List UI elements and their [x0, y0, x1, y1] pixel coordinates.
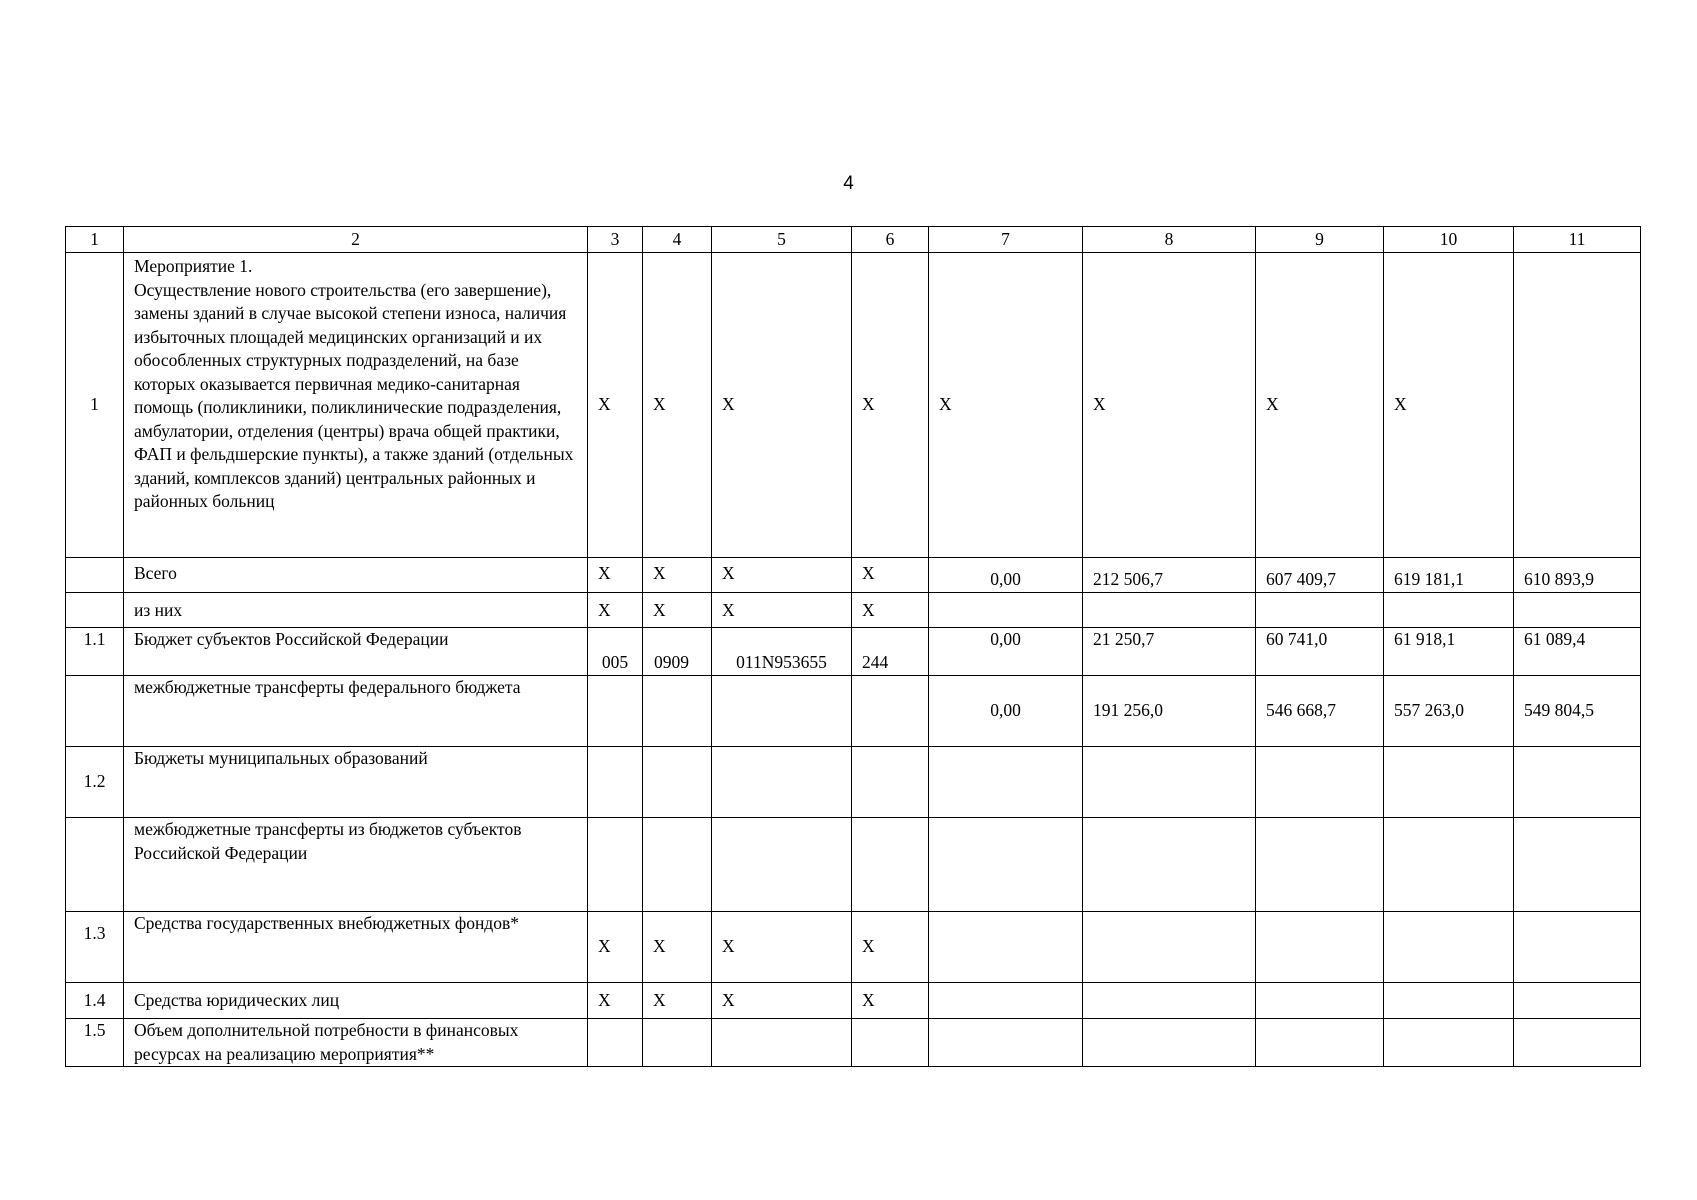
- x-mark: X: [712, 912, 852, 983]
- x-mark: X: [643, 558, 712, 593]
- empty-cell: [66, 818, 124, 912]
- empty-cell: [1083, 912, 1256, 983]
- empty-cell: [1514, 747, 1641, 818]
- header-cell: 11: [1514, 227, 1641, 253]
- empty-cell: [852, 676, 929, 747]
- empty-cell: [852, 818, 929, 912]
- empty-cell: [1384, 983, 1514, 1019]
- table-row-1-3: [66, 912, 1641, 983]
- empty-cell: [1083, 818, 1256, 912]
- value-cell: 546 668,7: [1256, 676, 1384, 747]
- table-row-1-2: [66, 747, 1641, 818]
- empty-cell: [712, 818, 852, 912]
- empty-cell: [1384, 1019, 1514, 1067]
- empty-cell: [643, 818, 712, 912]
- empty-cell: [929, 912, 1083, 983]
- value-cell: 212 506,7: [1083, 558, 1256, 593]
- value-cell: 60 741,0: [1256, 628, 1384, 676]
- x-mark: X: [643, 593, 712, 628]
- empty-cell: [1256, 593, 1384, 628]
- empty-cell: [712, 1019, 852, 1067]
- x-mark: X: [643, 912, 712, 983]
- row-label: из них: [124, 593, 588, 628]
- x-mark: X: [588, 253, 643, 558]
- x-mark: X: [1384, 253, 1514, 558]
- table-row-total: [66, 558, 1641, 593]
- value-cell: 191 256,0: [1083, 676, 1256, 747]
- empty-cell: [1384, 593, 1514, 628]
- x-mark: X: [712, 558, 852, 593]
- page-number: 4: [843, 173, 854, 194]
- code-cell: 005: [588, 628, 643, 676]
- empty-cell: [712, 747, 852, 818]
- empty-cell: [1083, 1019, 1256, 1067]
- x-mark: X: [1256, 253, 1384, 558]
- empty-cell: [1514, 593, 1641, 628]
- row-label: межбюджетные трансферты из бюджетов субъектов Российской Федерации: [124, 818, 588, 912]
- code-cell: 0909: [643, 628, 712, 676]
- row-label: Средства юридических лиц: [124, 983, 588, 1019]
- value-cell: 21 250,7: [1083, 628, 1256, 676]
- row-number: 1: [66, 253, 124, 558]
- header-cell: 2: [124, 227, 588, 253]
- header-cell: 1: [66, 227, 124, 253]
- row-number: 1.4: [66, 983, 124, 1019]
- empty-cell: [643, 676, 712, 747]
- budget-table: [65, 226, 1641, 1067]
- value-cell: 607 409,7: [1256, 558, 1384, 593]
- x-mark: X: [643, 253, 712, 558]
- empty-cell: [588, 747, 643, 818]
- row-label: Всего: [124, 558, 588, 593]
- table-row-of-which: [66, 593, 1641, 628]
- x-mark: X: [852, 558, 929, 593]
- row-label: Бюджет субъектов Российской Федерации: [124, 628, 588, 676]
- x-mark: X: [712, 593, 852, 628]
- empty-cell: [852, 1019, 929, 1067]
- row-number: 1.3: [66, 912, 124, 983]
- empty-cell: [1256, 1019, 1384, 1067]
- empty-cell: [66, 593, 124, 628]
- header-cell: 9: [1256, 227, 1384, 253]
- value-cell: 557 263,0: [1384, 676, 1514, 747]
- table-row-event-1: [66, 253, 1641, 558]
- value-cell: 61 918,1: [1384, 628, 1514, 676]
- empty-cell: [1514, 1019, 1641, 1067]
- x-mark: X: [929, 253, 1083, 558]
- value-cell: 0,00: [929, 676, 1083, 747]
- x-mark: X: [588, 558, 643, 593]
- header-cell: 5: [712, 227, 852, 253]
- code-cell: 011N953655: [712, 628, 852, 676]
- x-mark: X: [712, 983, 852, 1019]
- value-cell: 0,00: [929, 558, 1083, 593]
- x-mark: X: [852, 593, 929, 628]
- header-cell: 6: [852, 227, 929, 253]
- header-cell: 10: [1384, 227, 1514, 253]
- header-cell: 7: [929, 227, 1083, 253]
- empty-cell: [1514, 983, 1641, 1019]
- row-number: 1.2: [66, 747, 124, 818]
- header-cell: 8: [1083, 227, 1256, 253]
- x-mark: X: [852, 912, 929, 983]
- x-mark: X: [712, 253, 852, 558]
- x-mark: X: [588, 593, 643, 628]
- row-label: межбюджетные трансферты федерального бюджета: [124, 676, 588, 747]
- value-cell: 61 089,4: [1514, 628, 1641, 676]
- empty-cell: [712, 676, 852, 747]
- empty-cell: [1083, 747, 1256, 818]
- empty-cell: [929, 747, 1083, 818]
- empty-cell: [588, 1019, 643, 1067]
- header-cell: 4: [643, 227, 712, 253]
- table-header-row: [66, 227, 1641, 253]
- empty-cell: [1256, 818, 1384, 912]
- table-row-1-4: [66, 983, 1641, 1019]
- row-label: Средства государственных внебюджетных фондов*: [124, 912, 588, 983]
- empty-cell: [1384, 912, 1514, 983]
- empty-cell: [1256, 983, 1384, 1019]
- table-row-1-1-federal-transfers: [66, 676, 1641, 747]
- event-description-cell: [124, 253, 588, 558]
- value-cell: 0,00: [929, 628, 1083, 676]
- empty-cell: [1083, 593, 1256, 628]
- table-row-1-5: [66, 1019, 1641, 1067]
- row-label: Объем дополнительной потребности в финансовых ресурсах на реализацию мероприятия**: [124, 1019, 588, 1067]
- empty-cell: [588, 676, 643, 747]
- value-cell: 549 804,5: [1514, 676, 1641, 747]
- row-number: 1.1: [66, 628, 124, 676]
- x-mark: X: [643, 983, 712, 1019]
- event-title: Мероприятие 1.: [134, 256, 253, 276]
- row-label: Бюджеты муниципальных образований: [124, 747, 588, 818]
- x-mark: X: [852, 253, 929, 558]
- empty-cell: [66, 676, 124, 747]
- empty-cell: [929, 818, 1083, 912]
- header-cell: 3: [588, 227, 643, 253]
- empty-cell: [643, 1019, 712, 1067]
- empty-cell: [1514, 912, 1641, 983]
- empty-cell: [1514, 818, 1641, 912]
- empty-cell: [929, 593, 1083, 628]
- x-mark: X: [588, 912, 643, 983]
- x-mark: X: [588, 983, 643, 1019]
- value-cell: 619 181,1: [1384, 558, 1514, 593]
- empty-cell: [1256, 747, 1384, 818]
- empty-cell: [1083, 983, 1256, 1019]
- event-description: Осуществление нового строительства (его завершение), замены зданий в случае высокой степени износа, наличия избыточных площадей медицинских организаций и их обособленных структурных подразделений, на базе которых оказывается первичная медико-санитарная помощь (поликлиники, поликлинические подразделения, амбулатории, отделения (центры) врача общей практики, ФАП и фельдшерские пункты), а также зданий (отдельных зданий, комплексов зданий) центральных районных и районных больниц: [134, 279, 574, 511]
- empty-cell: [1256, 912, 1384, 983]
- code-cell: 244: [852, 628, 929, 676]
- x-mark: X: [1083, 253, 1256, 558]
- empty-cell: [929, 1019, 1083, 1067]
- table-row-1-2-subject-transfers: [66, 818, 1641, 912]
- empty-cell: [643, 747, 712, 818]
- row-number: 1.5: [66, 1019, 124, 1067]
- empty-cell: [588, 818, 643, 912]
- table-row-1-1: [66, 628, 1641, 676]
- empty-cell: [1384, 818, 1514, 912]
- x-mark: X: [852, 983, 929, 1019]
- empty-cell: [66, 558, 124, 593]
- empty-cell: [1514, 253, 1641, 558]
- empty-cell: [852, 747, 929, 818]
- empty-cell: [929, 983, 1083, 1019]
- empty-cell: [1384, 747, 1514, 818]
- value-cell: 610 893,9: [1514, 558, 1641, 593]
